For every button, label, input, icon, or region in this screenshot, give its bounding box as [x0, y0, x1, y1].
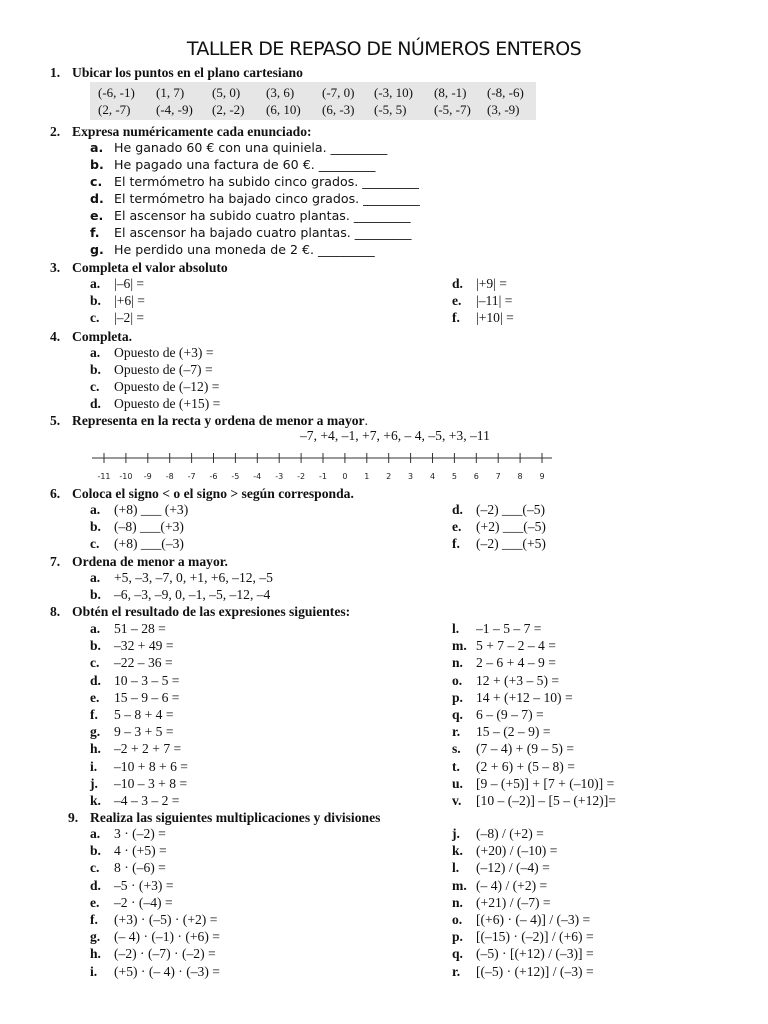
item-text: –10 – 3 + 8 =: [114, 775, 188, 791]
section-number: 3.: [50, 260, 61, 275]
number-line-label: 8: [517, 472, 523, 481]
item-letter: i.: [90, 963, 98, 979]
section-title: Realiza las siguientes multiplicaciones y divisiones: [90, 810, 381, 825]
item-letter: u.: [452, 775, 463, 791]
exercise-item: [452, 929, 594, 945]
number-line-label: -7: [187, 472, 196, 481]
exercise-item: [90, 690, 179, 706]
number-line-label: -1: [319, 472, 327, 481]
item-letter: p.: [452, 929, 463, 945]
item-text: 9 – 3 + 5 =: [114, 724, 174, 740]
item-text: (–12) / (–4) =: [476, 860, 550, 876]
exercise-item: [90, 638, 174, 654]
point-coordinate: (-8, -6): [487, 85, 524, 100]
point-coordinate: (-7, 0): [322, 85, 355, 100]
item-text: |+9| =: [476, 276, 507, 291]
item-text: –4 – 3 – 2 =: [114, 793, 180, 808]
exercise-item: [452, 276, 507, 292]
item-text: 8 · (–6) =: [114, 860, 166, 876]
exercise-item: [90, 157, 375, 173]
item-text: –2 + 2 + 7 =: [114, 741, 182, 757]
item-text: –10 + 8 + 6 =: [114, 758, 188, 774]
item-letter: d.: [90, 191, 104, 206]
exercise-item: [90, 964, 220, 980]
section-title: Representa en la recta y ordena de menor a mayor: [72, 413, 365, 428]
section-title-period: .: [364, 413, 368, 428]
item-letter: s.: [452, 741, 461, 757]
exercise-item: [90, 946, 216, 962]
exercise-item: [90, 776, 187, 792]
item-letter: d.: [452, 276, 463, 291]
point-coordinate: (-4, -9): [156, 102, 193, 117]
item-text: [(–15) · (–2)] / (+6) =: [476, 929, 594, 945]
item-text: +5, –3, –7, 0, +1, +6, –12, –5: [114, 570, 273, 585]
exercise-item: [90, 191, 420, 207]
item-letter: d.: [90, 877, 101, 893]
number-line-label: -11: [97, 472, 111, 481]
item-text: 15 – 9 – 6 =: [114, 689, 180, 705]
item-text: (+20) / (–10) =: [476, 843, 558, 859]
exercise-item: [90, 345, 214, 361]
item-letter: c.: [90, 310, 100, 325]
exercise-item: [90, 673, 179, 689]
item-letter: a.: [90, 621, 101, 636]
exercise-item: [452, 946, 594, 962]
item-letter: r.: [452, 724, 461, 740]
item-text: (+2) ___(–5): [476, 519, 546, 534]
item-letter: f.: [90, 225, 100, 240]
point-coordinate: (3, -9): [487, 102, 520, 117]
exercise-item: [452, 536, 546, 552]
exercise-item: [452, 293, 512, 309]
item-text: –22 – 36 =: [114, 655, 173, 671]
exercise-item: [90, 536, 184, 552]
exercise-item: [452, 655, 556, 671]
point-coordinate: (1, 7): [156, 85, 185, 100]
exercise-item: [90, 310, 144, 326]
section-title: Completa.: [72, 329, 133, 344]
point-coordinate: (-6, -1): [98, 85, 135, 100]
item-letter: b.: [90, 638, 101, 654]
item-text: 2 – 6 + 4 – 9 =: [476, 655, 556, 671]
exercise-item: [90, 759, 188, 775]
number-line-label: 2: [386, 472, 392, 481]
item-letter: b.: [90, 519, 101, 534]
number-line-label: -10: [119, 472, 133, 481]
item-letter: b.: [90, 157, 104, 172]
number-line: [90, 448, 560, 488]
item-text: |–6| =: [114, 276, 145, 291]
item-text: –1 – 5 – 7 =: [476, 621, 542, 636]
exercise-item: [452, 673, 559, 689]
exercise-item: [90, 707, 174, 723]
item-letter: f.: [90, 912, 98, 927]
exercise-item: [452, 912, 590, 928]
item-letter: c.: [90, 655, 100, 671]
item-text: (–2) · (–7) · (–2) =: [114, 946, 216, 962]
item-text: (+8) ___(–3): [114, 536, 184, 551]
item-text: 10 – 3 – 5 =: [114, 672, 180, 688]
item-text: –2 · (–4) =: [114, 894, 173, 910]
number-line-label: -5: [231, 472, 240, 481]
item-letter: a.: [90, 502, 101, 517]
item-letter: j.: [90, 775, 98, 791]
item-text: He pagado una factura de 60 €. _________: [114, 157, 376, 172]
item-letter: a.: [90, 826, 101, 841]
section-number: 7.: [50, 554, 61, 569]
item-letter: a.: [90, 140, 104, 155]
item-text: 51 – 28 =: [114, 621, 166, 636]
item-letter: o.: [452, 912, 463, 927]
item-text: El termómetro ha bajado cinco grados. _________: [114, 191, 420, 206]
item-letter: r.: [452, 963, 461, 979]
item-letter: c.: [90, 379, 100, 394]
number-line-label: -2: [297, 472, 306, 481]
exercise-item: [90, 793, 179, 809]
item-letter: q.: [452, 946, 463, 962]
item-letter: f.: [90, 707, 98, 722]
item-letter: f.: [452, 536, 460, 551]
number-line-label: 9: [539, 472, 545, 481]
item-letter: h.: [90, 946, 101, 962]
item-letter: d.: [90, 672, 101, 688]
item-letter: f.: [452, 310, 460, 325]
item-text: |+10| =: [476, 310, 514, 325]
section-title: Coloca el signo < o el signo > según corresponda.: [72, 486, 354, 501]
item-text: (– 4) / (+2) =: [476, 877, 548, 893]
exercise-item: [90, 396, 220, 412]
item-letter: c.: [90, 536, 100, 551]
item-text: 15 – (2 – 9) =: [476, 724, 551, 740]
item-letter: d.: [90, 396, 101, 411]
item-text: (–8) / (+2) =: [476, 826, 544, 841]
item-text: –6, –3, –9, 0, –1, –5, –12, –4: [114, 587, 271, 602]
item-text: –32 + 49 =: [114, 638, 174, 654]
item-letter: b.: [90, 843, 101, 859]
item-text: 3 · (–2) =: [114, 826, 166, 841]
number-line-label: -3: [275, 472, 284, 481]
item-letter: a.: [90, 345, 101, 360]
item-text: (–2) ___(+5): [476, 536, 546, 551]
number-line-label: 4: [429, 472, 436, 481]
item-text: 5 – 8 + 4 =: [114, 707, 174, 722]
item-letter: k.: [90, 793, 101, 808]
section-9-heading: [68, 810, 380, 826]
section-2-heading: [50, 124, 312, 140]
item-letter: g.: [90, 929, 101, 945]
exercise-item: [452, 964, 594, 980]
item-letter: v.: [452, 793, 462, 808]
item-letter: l.: [452, 860, 460, 876]
section-3-heading: [50, 260, 228, 276]
exercise-item: [90, 276, 144, 292]
number-line-label: 3: [408, 472, 414, 481]
exercise-item: [90, 912, 217, 928]
item-letter: m.: [452, 638, 467, 654]
section-5-heading: [50, 413, 368, 429]
item-letter: l.: [452, 621, 460, 636]
exercise-item: [452, 502, 545, 518]
points-box: [90, 82, 536, 120]
item-text: El ascensor ha subido cuatro plantas. _________: [114, 208, 411, 223]
item-letter: o.: [452, 672, 463, 688]
number-line-label: -9: [143, 472, 152, 481]
item-text: Opuesto de (–12) =: [114, 379, 220, 394]
exercise-item: [90, 519, 184, 535]
exercise-item: [452, 707, 544, 723]
point-coordinate: (2, -2): [212, 102, 245, 117]
item-letter: c.: [90, 174, 103, 189]
exercise-item: [90, 929, 220, 945]
section-6-heading: [50, 486, 354, 502]
exercise-item: [90, 570, 273, 586]
exercise-item: [452, 724, 551, 740]
number-line-label: 7: [495, 472, 501, 481]
item-letter: q.: [452, 707, 463, 722]
exercise-item: [90, 140, 387, 156]
exercise-item: [90, 293, 145, 309]
item-text: (+5) · (– 4) · (–3) =: [114, 963, 220, 979]
section-title: Completa el valor absoluto: [72, 260, 228, 275]
item-letter: a.: [90, 570, 101, 585]
item-text: |–2| =: [114, 310, 145, 325]
exercise-item: [90, 225, 411, 241]
item-letter: k.: [452, 843, 463, 859]
item-letter: m.: [452, 877, 467, 893]
exercise-item: [452, 519, 546, 535]
item-text: (–2) ___(–5): [476, 502, 546, 517]
item-letter: e.: [452, 293, 462, 308]
exercise-item: [452, 878, 547, 894]
point-coordinate: (-5, 5): [374, 102, 407, 117]
item-text: Opuesto de (–7) =: [114, 362, 213, 377]
item-letter: e.: [90, 689, 100, 705]
section-8-heading: [50, 604, 350, 620]
section-number: 9.: [68, 810, 79, 825]
exercise-item: [90, 655, 173, 671]
item-text: 5 + 7 – 2 – 4 =: [476, 638, 556, 654]
item-text: [(+6) · (– 4)] / (–3) =: [476, 912, 591, 927]
exercise-item: [452, 638, 556, 654]
item-letter: e.: [90, 894, 100, 910]
point-coordinate: (6, 10): [266, 102, 301, 117]
section-number: 4.: [50, 329, 61, 344]
number-line-label: 6: [473, 472, 479, 481]
point-coordinate: (-5, -7): [434, 102, 471, 117]
exercise-item: [452, 776, 614, 792]
item-text: (– 4) · (–1) · (+6) =: [114, 929, 220, 945]
item-text: (+21) / (–7) =: [476, 894, 551, 910]
exercise-item: [452, 621, 541, 637]
item-letter: c.: [90, 860, 100, 876]
exercise-item: [452, 826, 544, 842]
exercise-item: [90, 379, 219, 395]
item-letter: t.: [452, 758, 460, 774]
item-letter: j.: [452, 826, 460, 841]
exercise-item: [452, 759, 575, 775]
number-line-label: 5: [451, 472, 457, 481]
exercise-item: [90, 860, 166, 876]
exercise-item: [90, 502, 188, 518]
item-text: (+3) · (–5) · (+2) =: [114, 912, 218, 927]
item-text: [9 – (+5)] + [7 + (–10)] =: [476, 775, 615, 791]
item-letter: p.: [452, 689, 463, 705]
item-letter: n.: [452, 894, 463, 910]
number-line-label: -4: [253, 472, 262, 481]
section-1-heading: [50, 65, 303, 81]
exercise-item: [90, 724, 174, 740]
item-text: El ascensor ha bajado cuatro plantas. _________: [114, 225, 412, 240]
point-coordinate: (6, -3): [322, 102, 355, 117]
item-letter: b.: [90, 587, 101, 602]
exercise-item: [452, 690, 573, 706]
exercise-item: [452, 793, 616, 809]
item-text: –5 · (+3) =: [114, 877, 174, 893]
item-text: (7 – 4) + (9 – 5) =: [476, 741, 575, 757]
exercise-item: [452, 895, 551, 911]
item-letter: a.: [90, 276, 101, 291]
item-text: Opuesto de (+3) =: [114, 345, 214, 360]
section-number: 1.: [50, 65, 61, 80]
point-coordinate: (2, -7): [98, 102, 131, 117]
exercise-item: [90, 878, 174, 894]
item-letter: g.: [90, 724, 101, 740]
number-line-label: -8: [165, 472, 174, 481]
exercise-item: [90, 895, 173, 911]
exercise-item: [90, 242, 375, 258]
item-text: 4 · (+5) =: [114, 843, 167, 859]
number-line-label: -6: [209, 472, 218, 481]
item-letter: b.: [90, 362, 101, 377]
item-letter: h.: [90, 741, 101, 757]
exercise-item: [90, 621, 166, 637]
exercise-item: [90, 741, 181, 757]
number-line-label: 0: [342, 472, 348, 481]
exercise-item: [90, 826, 166, 842]
exercise-item: [452, 310, 514, 326]
item-text: (–8) ___(+3): [114, 519, 184, 534]
item-letter: b.: [90, 293, 101, 308]
exercise-item: [90, 208, 411, 224]
section-7-heading: [50, 554, 228, 570]
item-text: [(–5) · (+12)] / (–3) =: [476, 963, 594, 979]
exercise-item: [90, 843, 167, 859]
item-text: 6 – (9 – 7) =: [476, 707, 544, 722]
numbers-to-order: –7, +4, –1, +7, +6, – 4, –5, +3, –11: [300, 428, 490, 443]
point-coordinate: (3, 6): [266, 85, 295, 100]
section-number: 8.: [50, 604, 61, 619]
item-text: 14 + (+12 – 10) =: [476, 689, 573, 705]
exercise-item: [452, 860, 550, 876]
section-title: Ubicar los puntos en el plano cartesiano: [72, 65, 303, 80]
item-text: (2 + 6) + (5 – 8) =: [476, 758, 575, 774]
section-number: 6.: [50, 486, 61, 501]
item-text: (–5) · [(+12) / (–3)] =: [476, 946, 594, 962]
section-number: 5.: [50, 413, 61, 428]
section-4-heading: [50, 329, 132, 345]
worksheet-title: TALLER DE REPASO DE NÚMEROS ENTEROS: [186, 38, 582, 60]
section-number: 2.: [50, 124, 61, 139]
section-title: Obtén el resultado de las expresiones siguientes:: [72, 604, 351, 619]
item-letter: e.: [452, 519, 462, 534]
point-coordinate: (-3, 10): [374, 85, 413, 100]
exercise-item: [90, 362, 213, 378]
item-text: El termómetro ha subido cinco grados. _________: [114, 174, 419, 189]
exercise-item: [90, 174, 419, 190]
item-letter: d.: [452, 502, 463, 517]
point-coordinate: (8, -1): [434, 85, 467, 100]
exercise-item: [90, 587, 270, 603]
item-text: |+6| =: [114, 293, 145, 308]
number-line-label: 1: [364, 472, 370, 481]
item-text: Opuesto de (+15) =: [114, 396, 221, 411]
item-letter: e.: [90, 208, 104, 223]
exercise-item: [452, 741, 574, 757]
item-text: 12 + (+3 – 5) =: [476, 672, 560, 688]
exercise-item: [452, 843, 557, 859]
item-text: [10 – (–2)] – [5 – (+12)]=: [476, 793, 616, 808]
section-title: Ordena de menor a mayor.: [72, 554, 228, 569]
item-letter: i.: [90, 758, 98, 774]
item-text: |–11| =: [476, 293, 513, 308]
point-coordinate: (5, 0): [212, 85, 241, 100]
item-text: He perdido una moneda de 2 €. _________: [114, 242, 375, 257]
item-letter: g.: [90, 242, 104, 257]
section-title: Expresa numéricamente cada enunciado:: [72, 124, 312, 139]
item-letter: n.: [452, 655, 463, 671]
item-text: He ganado 60 € con una quiniela. _________: [114, 140, 388, 155]
item-text: (+8) ___ (+3): [114, 502, 189, 517]
